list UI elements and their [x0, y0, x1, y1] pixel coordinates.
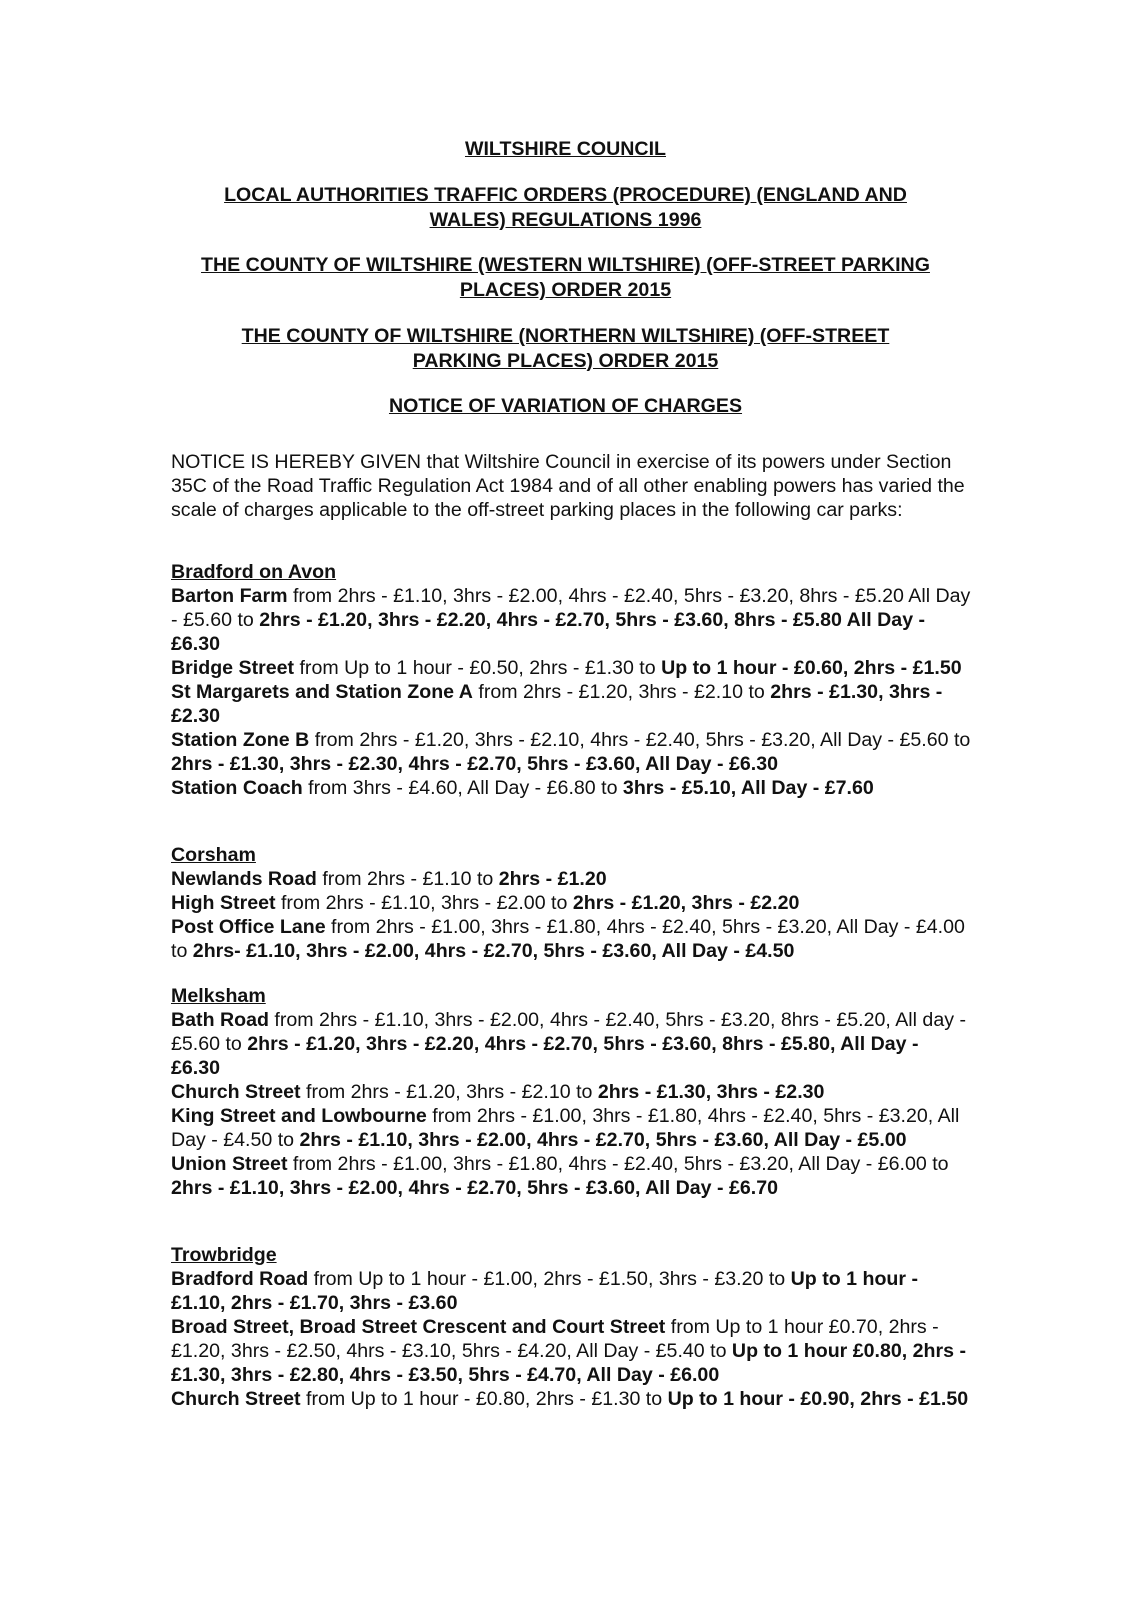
- car-park-name: Bath Road: [171, 1009, 269, 1031]
- old-charges: from Up to 1 hour - £0.80, 2hrs - £1.30 to: [300, 1388, 668, 1410]
- car-park-entry: [171, 1080, 971, 1104]
- section-melksham: [171, 984, 971, 1200]
- old-charges: from 2hrs - £1.00, 3hrs - £1.80, 4hrs - £2.40, 5hrs - £3.20, All Day - £6.00 to: [287, 1153, 949, 1175]
- new-charges: 2hrs - £1.10, 3hrs - £2.00, 4hrs - £2.70, 5hrs - £3.60, All Day - £5.00: [299, 1129, 907, 1151]
- heading-regulations: LOCAL AUTHORITIES TRAFFIC ORDERS (PROCEDURE) (ENGLAND AND WALES) REGULATIONS 1996: [224, 184, 907, 231]
- section-bradford-on-avon: [171, 560, 971, 800]
- section-title: Corsham: [171, 844, 256, 866]
- car-park-name: Broad Street, Broad Street Crescent and Court Street: [171, 1316, 666, 1338]
- car-park-name: Station Zone B: [171, 729, 310, 751]
- new-charges: Up to 1 hour - £0.60, 2hrs - £1.50: [661, 657, 962, 679]
- section-corsham: [171, 843, 971, 963]
- car-park-entry: [171, 728, 971, 776]
- car-park-entry: [171, 915, 971, 963]
- car-park-entry: [171, 680, 971, 728]
- new-charges: 2hrs - £1.20, 3hrs - £2.20, 4hrs - £2.70, 5hrs - £3.60, 8hrs - £5.80 All Day - £6.30: [171, 609, 926, 655]
- car-park-entry: [171, 1267, 971, 1315]
- old-charges: from 2hrs - £1.00, 3hrs - £1.80, 4hrs - £2.40, 5hrs - £3.20, All Day - £4.00 to: [171, 916, 965, 962]
- new-charges: Up to 1 hour - £1.10, 2hrs - £1.70, 3hrs - £3.60: [171, 1268, 918, 1314]
- section-title: Melksham: [171, 985, 266, 1007]
- car-park-name: High Street: [171, 892, 276, 914]
- car-park-entry: [171, 1152, 971, 1200]
- old-charges: from 2hrs - £1.20, 3hrs - £2.10 to: [300, 1081, 598, 1103]
- old-charges: from 2hrs - £1.10 to: [316, 868, 499, 890]
- new-charges: 2hrs - £1.20, 3hrs - £2.20, 4hrs - £2.70, 5hrs - £3.60, 8hrs - £5.80, All Day - £6.30: [171, 1033, 919, 1079]
- new-charges: Up to 1 hour £0.80, 2hrs - £1.30, 3hrs - £2.80, 4hrs - £3.50, 5hrs - £4.70, All Day - £6.00: [171, 1340, 967, 1386]
- old-charges: from 2hrs - £1.00, 3hrs - £1.80, 4hrs - £2.40, 5hrs - £3.20, All Day - £4.50 to: [171, 1105, 960, 1151]
- new-charges: 3hrs - £5.10, All Day - £7.60: [622, 777, 874, 799]
- section-title: Bradford on Avon: [171, 561, 337, 583]
- car-park-entry: [171, 1387, 971, 1411]
- new-charges: 2hrs - £1.10, 3hrs - £2.00, 4hrs - £2.70, 5hrs - £3.60, All Day - £6.70: [171, 1177, 779, 1199]
- car-park-name: Bradford Road: [171, 1268, 309, 1290]
- intro-paragraph: NOTICE IS HEREBY GIVEN that Wiltshire Council in exercise of its powers under Section 35C of the Road Traffic Regulation Act 1984 and of all other enabling powers has varied the scale of charges applicable to the off-street parking places in the following car parks:: [171, 451, 965, 521]
- old-charges: from Up to 1 hour £0.70, 2hrs - £1.20, 3hrs - £2.50, 4hrs - £3.10, 5hrs - £4.20, All Day - £5.40 to: [171, 1316, 939, 1362]
- new-charges: 2hrs- £1.10, 3hrs - £2.00, 4hrs - £2.70, 5hrs - £3.60, All Day - £4.50: [192, 940, 795, 962]
- heading-council: WILTSHIRE COUNCIL: [465, 138, 666, 160]
- car-park-entry: [171, 776, 971, 800]
- new-charges: 2hrs - £1.30, 3hrs - £2.30, 4hrs - £2.70, 5hrs - £3.60, All Day - £6.30: [171, 753, 779, 775]
- car-park-entry: [171, 1008, 971, 1080]
- car-park-name: Union Street: [171, 1153, 288, 1175]
- new-charges: 2hrs - £1.30, 3hrs - £2.30: [171, 681, 943, 727]
- car-park-name: Barton Farm: [171, 585, 288, 607]
- old-charges: from 2hrs - £1.20, 3hrs - £2.10, 4hrs - £2.40, 5hrs - £3.20, All Day - £5.60 to: [309, 729, 971, 751]
- section-title: Trowbridge: [171, 1244, 277, 1266]
- new-charges: Up to 1 hour - £0.90, 2hrs - £1.50: [667, 1388, 969, 1410]
- new-charges: 2hrs - £1.20: [498, 868, 607, 890]
- car-park-name: Church Street: [171, 1081, 301, 1103]
- new-charges: 2hrs - £1.30, 3hrs - £2.30: [597, 1081, 825, 1103]
- car-park-name: King Street and Lowbourne: [171, 1105, 427, 1127]
- heading-western-order: THE COUNTY OF WILTSHIRE (WESTERN WILTSHIRE) (OFF-STREET PARKING PLACES) ORDER 2015: [201, 254, 930, 301]
- car-park-entry: [171, 867, 971, 891]
- old-charges: from 3hrs - £4.60, All Day - £6.80 to: [302, 777, 623, 799]
- car-park-entry: [171, 891, 971, 915]
- car-park-name: Church Street: [171, 1388, 301, 1410]
- old-charges: from 2hrs - £1.10, 3hrs - £2.00 to: [275, 892, 573, 914]
- car-park-entry: [171, 1315, 971, 1387]
- old-charges: from 2hrs - £1.10, 3hrs - £2.00, 4hrs - £2.40, 5hrs - £3.20, 8hrs - £5.20 All Day - £5.60 to: [171, 585, 971, 631]
- old-charges: from 2hrs - £1.20, 3hrs - £2.10 to: [472, 681, 771, 703]
- car-park-entry: [171, 584, 971, 656]
- car-park-name: Station Coach: [171, 777, 303, 799]
- heading-northern-order: THE COUNTY OF WILTSHIRE (NORTHERN WILTSHIRE) (OFF-STREET PARKING PLACES) ORDER 2015: [241, 325, 890, 372]
- car-park-name: Post Office Lane: [171, 916, 326, 938]
- old-charges: from Up to 1 hour - £0.50, 2hrs - £1.30 to: [294, 657, 662, 679]
- car-park-name: Bridge Street: [171, 657, 295, 679]
- section-trowbridge: [171, 1243, 971, 1411]
- old-charges: from 2hrs - £1.10, 3hrs - £2.00, 4hrs - £2.40, 5hrs - £3.20, 8hrs - £5.20, All day - £5.60 to: [171, 1009, 966, 1055]
- heading-notice: NOTICE OF VARIATION OF CHARGES: [388, 395, 743, 417]
- old-charges: from Up to 1 hour - £1.00, 2hrs - £1.50, 3hrs - £3.20 to: [308, 1268, 791, 1290]
- car-park-name: Newlands Road: [171, 868, 317, 890]
- new-charges: 2hrs - £1.20, 3hrs - £2.20: [572, 892, 800, 914]
- car-park-entry: [171, 1104, 971, 1152]
- car-park-entry: [171, 656, 971, 680]
- car-park-name: St Margarets and Station Zone A: [171, 681, 473, 703]
